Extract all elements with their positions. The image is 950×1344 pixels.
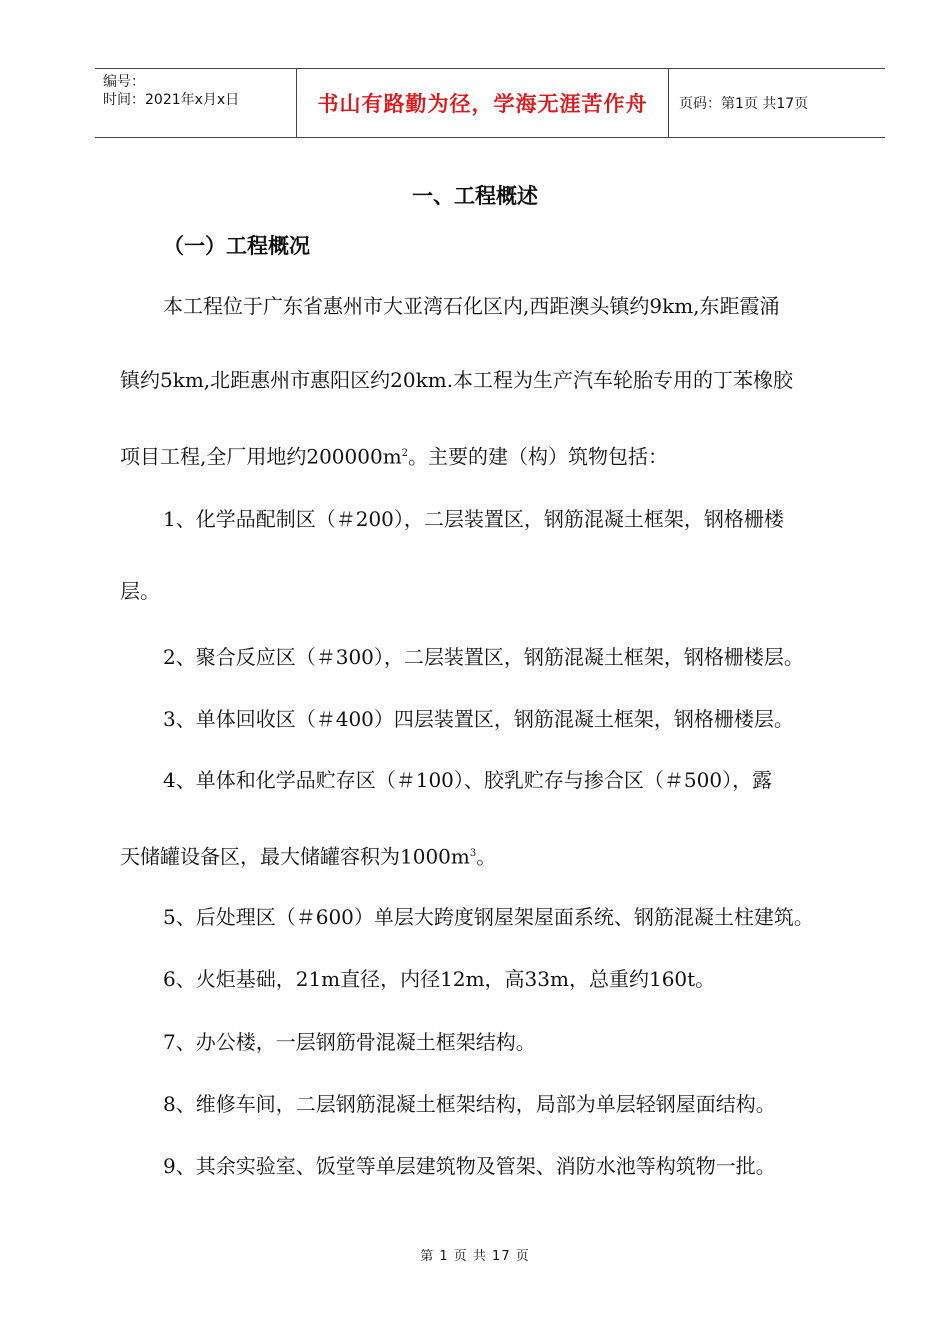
header-motto: 书山有路勤为径，学海无涯苦作舟: [297, 69, 669, 137]
list-item: 1、化学品配制区（＃200），二层装置区，钢筋混凝土框架，钢格栅楼: [163, 507, 784, 531]
list-item: 3、单体回收区（＃400）四层装置区，钢筋混凝土框架，钢格栅楼层。: [163, 707, 794, 731]
header-meta: [95, 69, 297, 137]
list-item: 9、其余实验室、饭堂等单层建筑物及管架、消防水池等构筑物一批。: [163, 1154, 776, 1178]
page-header: [95, 68, 885, 138]
header-page-info: 页码：第1页 共17页: [679, 96, 809, 112]
list-item: 5、后处理区（＃600）单层大跨度钢屋架屋面系统、钢筋混凝土柱建筑。: [163, 905, 814, 929]
time-label: 时间：2021年x月x日: [103, 92, 240, 108]
list-item-continuation: 层。: [120, 579, 160, 603]
list-item-continuation: 天储罐设备区，最大储罐容积为$1000m^3$。: [120, 844, 497, 869]
section-title: 一、工程概述: [412, 184, 538, 208]
list-item: 2、聚合反应区（＃300），二层装置区，钢筋混凝土框架，钢格栅楼层。: [163, 645, 804, 669]
list-item: 6、火炬基础，21m直径，内径12m，高33m，总重约160t。: [163, 967, 716, 991]
paragraph-line: 本工程位于广东省惠州市大亚湾石化区内,西距澳头镇约9km,东距霞涌: [163, 294, 780, 318]
page-footer: 第 1 页 共 17 页: [420, 1249, 530, 1264]
list-item: 7、办公楼，一层钢筋骨混凝土框架结构。: [163, 1030, 536, 1054]
list-item: 4、单体和化学品贮存区（＃100）、胶乳贮存与掺合区（＃500），露: [163, 768, 773, 792]
paragraph-line: 项目工程,全厂用地约$200000m^2$。主要的建（构）筑物包括：: [120, 444, 669, 469]
list-item: 8、维修车间，二层钢筋混凝土框架结构，局部为单层轻钢屋面结构。: [163, 1092, 776, 1116]
paragraph-line: 镇约5km,北距惠州市惠阳区约20km.本工程为生产汽车轮胎专用的丁苯橡胶: [120, 368, 794, 392]
number-label: 编号：: [103, 74, 145, 90]
subsection-title: （一）工程概况: [163, 234, 310, 258]
